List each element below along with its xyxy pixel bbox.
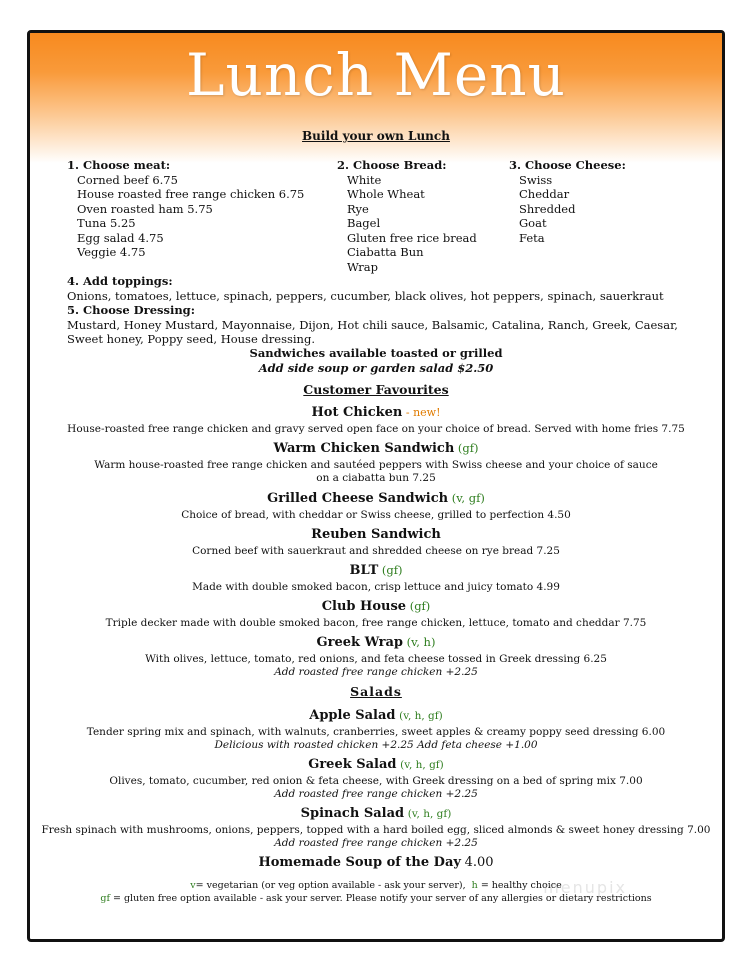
bread-item: Rye: [347, 201, 369, 216]
dressing-text: Sweet honey, Poppy seed, House dressing.: [67, 332, 315, 346]
item-description: on a ciabatta bun 7.25: [316, 471, 436, 484]
cheese-item: Goat: [519, 216, 547, 230]
cheese-item: Cheddar: [519, 187, 570, 201]
diet-tag: (gf): [381, 563, 403, 577]
item-description: Made with double smoked bacon, crisp lettuce and juicy tomato 4.99: [192, 580, 560, 593]
item-addon: Add roasted free range chicken +2.25: [274, 836, 478, 849]
diet-tag: (v, h, gf): [400, 759, 444, 771]
legend-key: h: [471, 880, 478, 891]
item-description: Choice of bread, with cheddar or Swiss cheese, grilled to perfection 4.50: [181, 508, 571, 521]
item-addon: Delicious with roasted chicken +2.25 Add feta cheese +1.00: [214, 738, 538, 751]
item-name: Greek Salad: [308, 757, 397, 772]
cheese-item: Swiss: [519, 172, 553, 187]
item-name: Warm Chicken Sandwich: [273, 441, 455, 456]
grilled-cheese-item: [30, 491, 722, 522]
meat-item: Egg salad 4.75: [77, 230, 164, 245]
item-addon: Add roasted free range chicken +2.25: [274, 665, 478, 678]
meat-item: Oven roasted ham 5.75: [77, 201, 213, 216]
cheese-item: Feta: [519, 230, 545, 245]
bread-label: 2. Choose Bread:: [337, 158, 447, 172]
bread-item: Ciabatta Bun: [347, 245, 424, 259]
apple-salad-item: [30, 708, 722, 752]
meat-label: 1. Choose meat:: [67, 158, 171, 172]
greek-wrap-item: [30, 635, 722, 679]
bread-item: Bagel: [347, 216, 381, 230]
menu-frame: [27, 30, 725, 942]
watermark: menupix: [543, 878, 627, 897]
greek-salad-item: [30, 757, 722, 801]
item-description: Fresh spinach with mushrooms, onions, peppers, topped with a hard boiled egg, sliced almonds & sweet honey dressing 7.00: [41, 823, 711, 836]
cheese-item: Shredded: [519, 201, 576, 216]
item-separator: -: [402, 406, 414, 419]
diet-tag: (gf): [457, 441, 479, 455]
item-name: Club House: [321, 599, 407, 614]
item-name: Hot Chicken: [311, 405, 403, 420]
item-name: Homemade Soup of the Day: [258, 855, 461, 870]
item-name: Reuben Sandwich: [311, 527, 441, 542]
reuben-item: [30, 527, 722, 558]
menu-content: [30, 33, 722, 939]
favourites-heading: Customer Favourites: [303, 382, 449, 397]
item-description: Olives, tomato, cucumber, red onion & feta cheese, with Greek dressing on a bed of spring mix 7.00: [109, 774, 643, 787]
legend-text: = gluten free option available - ask your server. Please notify your server of any allergies or dietary restrictions: [113, 893, 652, 904]
warm-chicken-item: [30, 441, 722, 485]
bread-item: Whole Wheat: [347, 187, 425, 201]
toppings-text: Onions, tomatoes, lettuce, spinach, peppers, cucumber, black olives, hot peppers, spinach, sauerkraut: [67, 288, 664, 303]
item-price: 4.00: [464, 855, 494, 870]
club-house-item: [30, 599, 722, 630]
meat-item: Corned beef 6.75: [77, 172, 178, 187]
item-name: Greek Wrap: [316, 635, 403, 650]
bread-item: Wrap: [347, 259, 379, 274]
toppings-section: [67, 274, 707, 347]
blt-item: [30, 563, 722, 594]
hot-chicken-item: [30, 405, 722, 436]
cheese-label: 3. Choose Cheese:: [509, 158, 626, 172]
menu-title: Lunch Menu: [186, 41, 566, 109]
item-name: BLT: [349, 563, 379, 578]
legend-text: = vegetarian (or veg option available - ask your server),: [195, 880, 466, 891]
item-description: Warm house-roasted free range chicken and sautéed peppers with Swiss cheese and your choice of sauce: [94, 458, 658, 471]
salads-heading: Salads: [350, 684, 402, 699]
legend-text: = healthy choice: [480, 880, 562, 891]
item-name: Spinach Salad: [300, 806, 405, 821]
toasted-note: Sandwiches available toasted or grilled: [249, 346, 503, 360]
bread-column: [337, 158, 477, 274]
meat-column: [67, 158, 304, 260]
item-addon: Add roasted free range chicken +2.25: [274, 787, 478, 800]
side-note: Add side soup or garden salad $2.50: [258, 361, 494, 375]
item-description: With olives, lettuce, tomato, red onions, and feta cheese tossed in Greek dressing 6.25: [145, 652, 607, 665]
dressing-text: Mustard, Honey Mustard, Mayonnaise, Dijon, Hot chili sauce, Balsamic, Catalina, Ranch, Greek, Caesar,: [67, 317, 678, 332]
diet-tag: (v, h): [406, 635, 436, 649]
diet-tag: (v, h, gf): [407, 808, 452, 820]
item-description: Tender spring mix and spinach, with walnuts, cranberries, sweet apples & creamy poppy seed dressing 6.00: [86, 725, 666, 738]
diet-tag: (gf): [409, 599, 431, 613]
meat-item: House roasted free range chicken 6.75: [77, 187, 305, 201]
dressing-label: 5. Choose Dressing:: [67, 303, 195, 317]
spinach-salad-item: [30, 806, 722, 850]
diet-tag: (v, h, gf): [399, 710, 443, 722]
item-description: House-roasted free range chicken and gravy served open face on your choice of bread. Served with home fries 7.75: [67, 422, 685, 435]
item-name: Grilled Cheese Sandwich: [267, 491, 449, 506]
soup-item: [30, 855, 722, 871]
toppings-label: 4. Add toppings:: [67, 274, 173, 288]
item-name: Apple Salad: [309, 708, 396, 723]
new-badge: new!: [413, 406, 441, 419]
item-description: Triple decker made with double smoked bacon, free range chicken, lettuce, tomato and cheddar 7.75: [105, 616, 647, 629]
legend-key: v: [190, 880, 196, 891]
bread-item: Gluten free rice bread: [347, 230, 477, 245]
legend-key: gf: [100, 893, 110, 904]
cheese-column: [509, 158, 626, 245]
diet-tag: (v, gf): [451, 491, 485, 505]
bread-item: White: [347, 172, 382, 187]
meat-item: Veggie 4.75: [77, 245, 146, 259]
build-heading: Build your own Lunch: [302, 129, 450, 143]
meat-item: Tuna 5.25: [77, 216, 136, 230]
item-description: Corned beef with sauerkraut and shredded cheese on rye bread 7.25: [192, 544, 560, 557]
